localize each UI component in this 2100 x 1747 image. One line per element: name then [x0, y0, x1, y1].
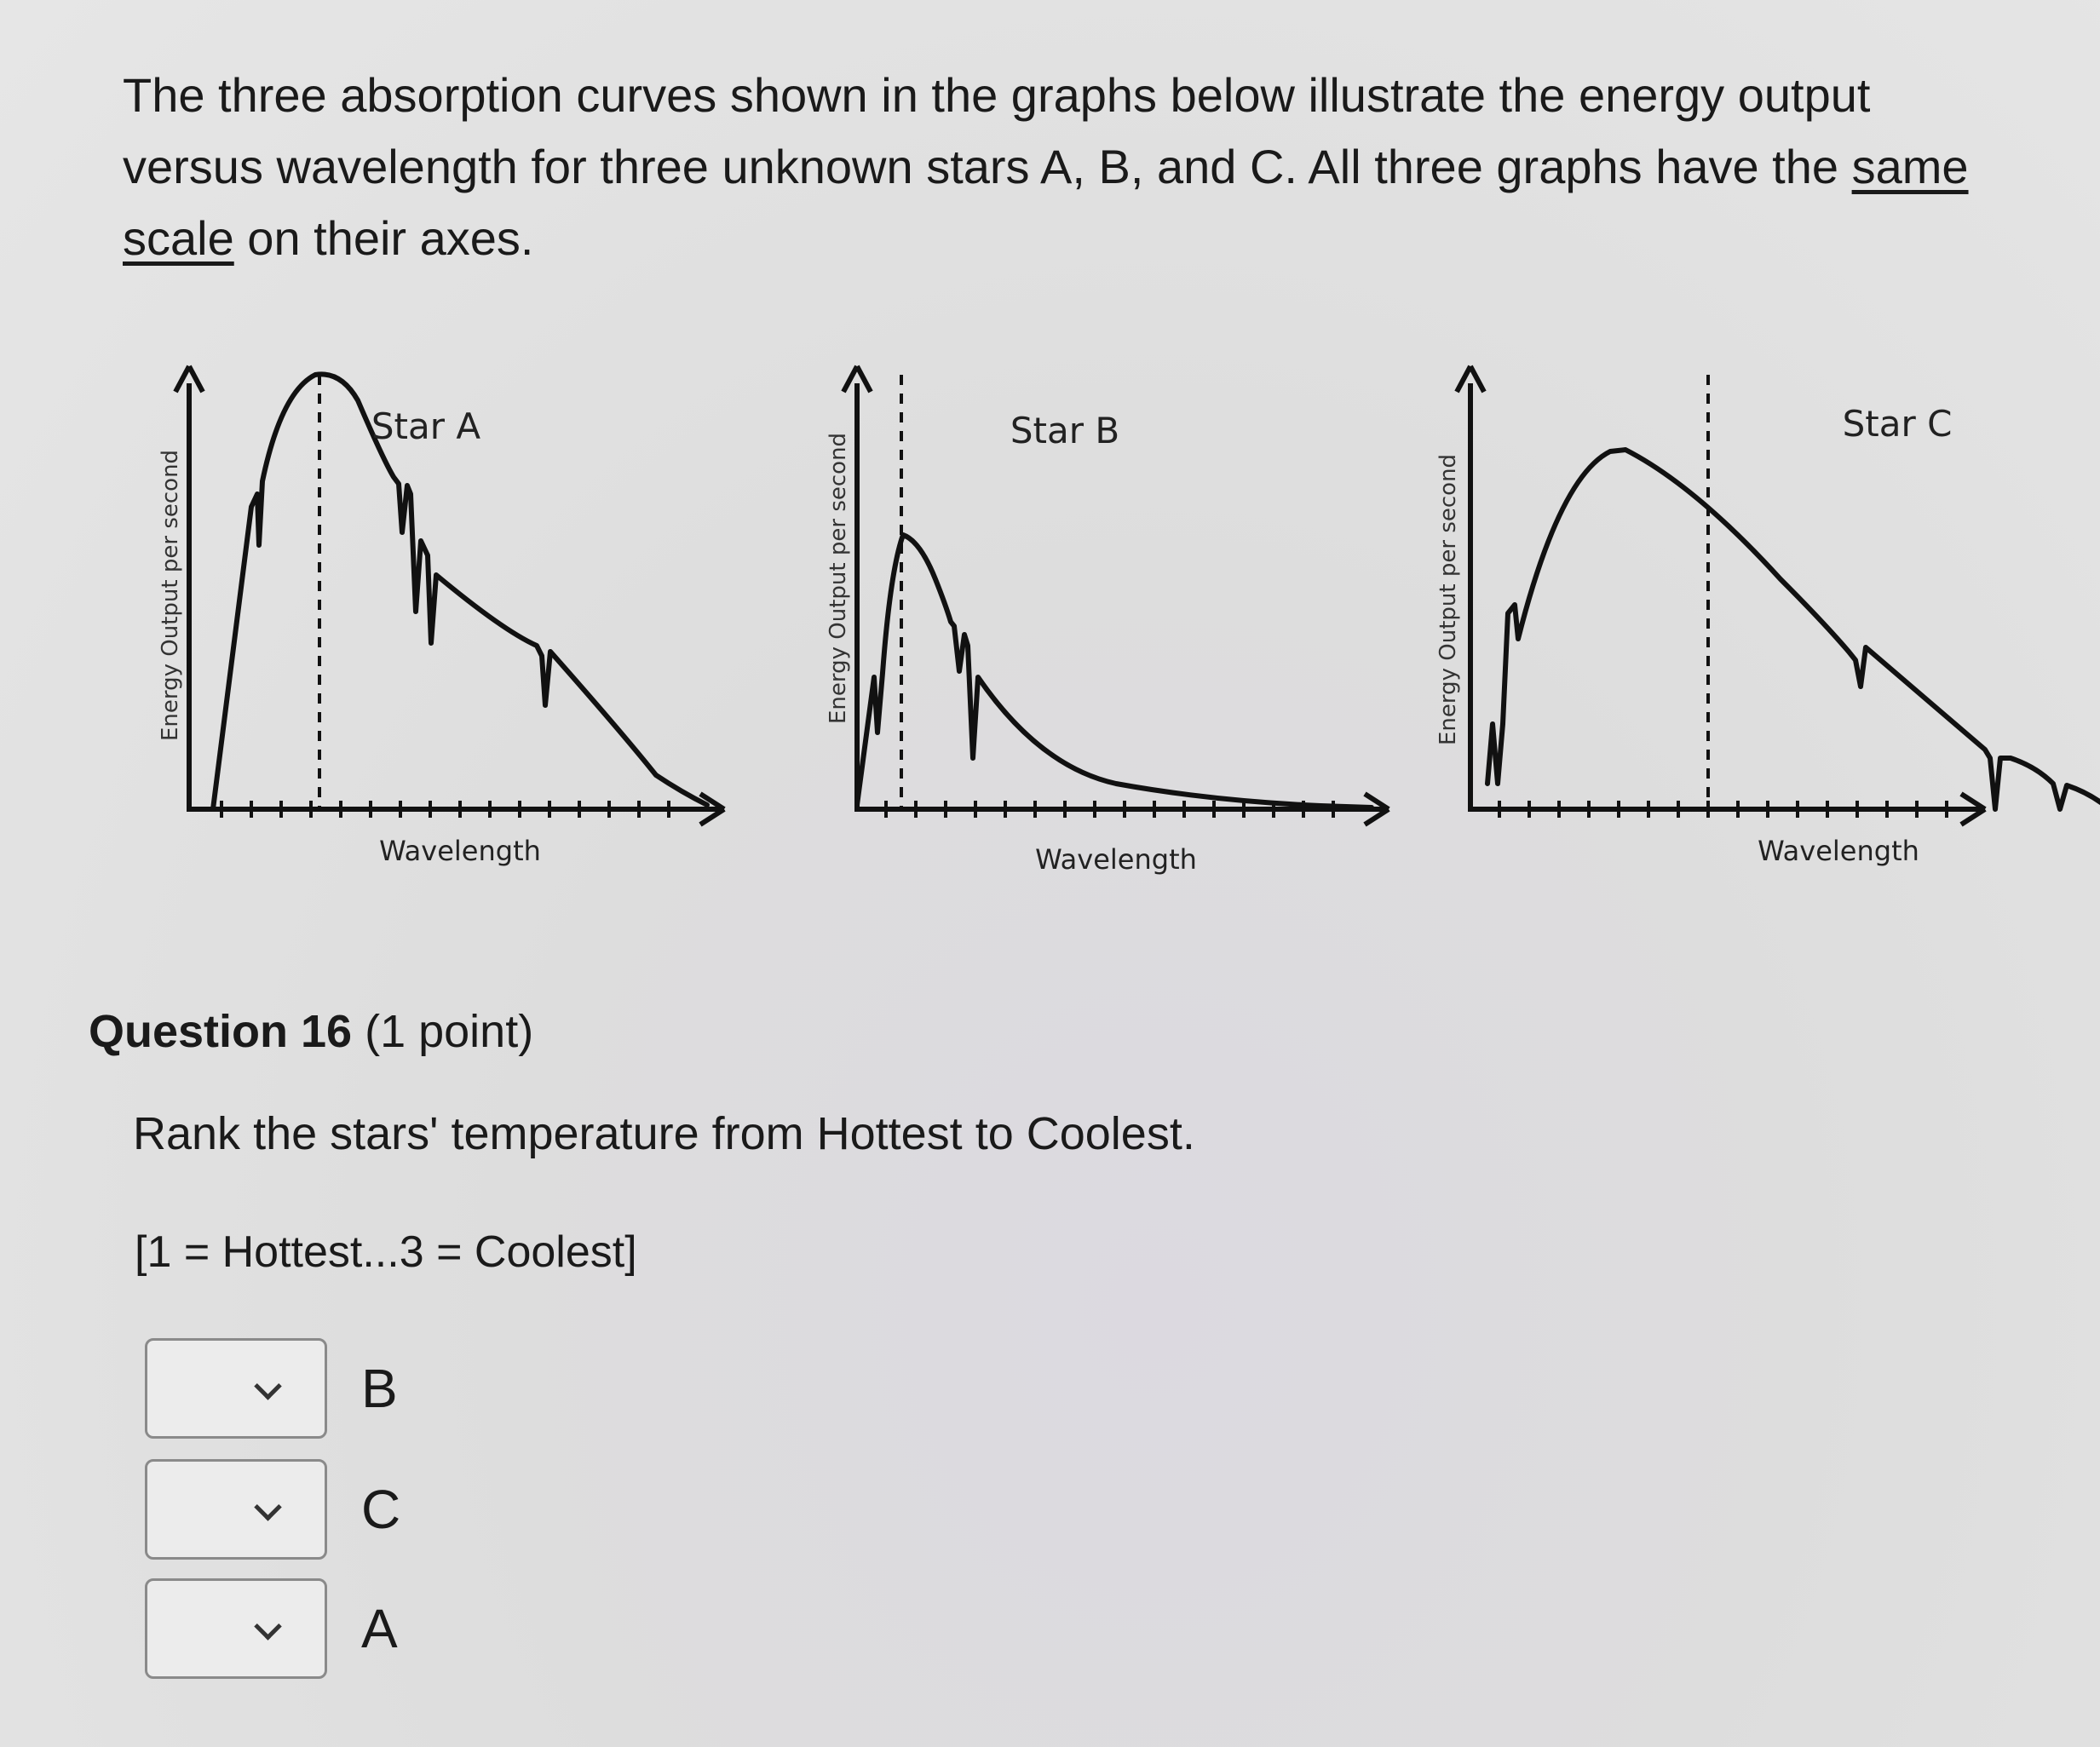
graph-c-title: Star C	[1842, 403, 1953, 445]
rank-row-a	[145, 1577, 398, 1680]
rank-label-c: C	[361, 1479, 401, 1540]
rank-select-a[interactable]	[145, 1578, 327, 1679]
question-number: Question 16	[89, 1006, 353, 1057]
graph-star-a	[158, 366, 724, 867]
rank-label-a: A	[361, 1598, 398, 1659]
graph-c-ylabel: Energy Output per second	[1435, 453, 1461, 745]
rank-label-b: B	[361, 1358, 398, 1419]
rank-row-c	[145, 1458, 400, 1560]
question-prompt: Rank the stars' temperature from Hottest to Coolest.	[133, 1108, 1195, 1159]
intro-text-before: The three absorption curves shown in the graphs below illustrate the energy output versus wavelength for three unknown stars A, B, and C. All three graphs have the	[123, 68, 1871, 193]
graph-b-ylabel: Energy Output per second	[826, 432, 851, 724]
spectra-figure	[128, 358, 2002, 903]
intro-underlined: same scale	[123, 140, 1969, 265]
chevron-down-icon	[254, 1372, 282, 1400]
ranking-legend: [1 = Hottest...3 = Coolest]	[135, 1227, 637, 1277]
graph-c-xlabel: Wavelength	[1758, 835, 1919, 867]
question-heading	[89, 1005, 533, 1058]
intro-text-after: on their axes.	[233, 211, 534, 265]
chevron-down-icon	[254, 1493, 282, 1521]
graph-star-b	[826, 366, 1389, 876]
rank-row-b	[145, 1337, 398, 1440]
graph-b-title: Star B	[1010, 410, 1120, 451]
spectra-svg	[128, 358, 2002, 903]
intro-paragraph	[123, 60, 2014, 274]
graph-a-xlabel: Wavelength	[379, 835, 541, 867]
chevron-down-icon	[254, 1612, 282, 1641]
question-points: (1 point)	[365, 1006, 534, 1057]
graph-b-spectrum-curve	[857, 535, 1372, 807]
graph-star-c	[1435, 366, 2100, 867]
graph-a-title: Star A	[371, 405, 481, 447]
graph-b-xlabel: Wavelength	[1035, 843, 1197, 876]
graph-c-spectrum-curve	[1487, 450, 2100, 809]
rank-select-b[interactable]	[145, 1338, 327, 1439]
graph-c-axes	[1470, 383, 1968, 809]
graph-a-ylabel: Energy Output per second	[158, 449, 183, 741]
rank-select-c[interactable]	[145, 1459, 327, 1560]
